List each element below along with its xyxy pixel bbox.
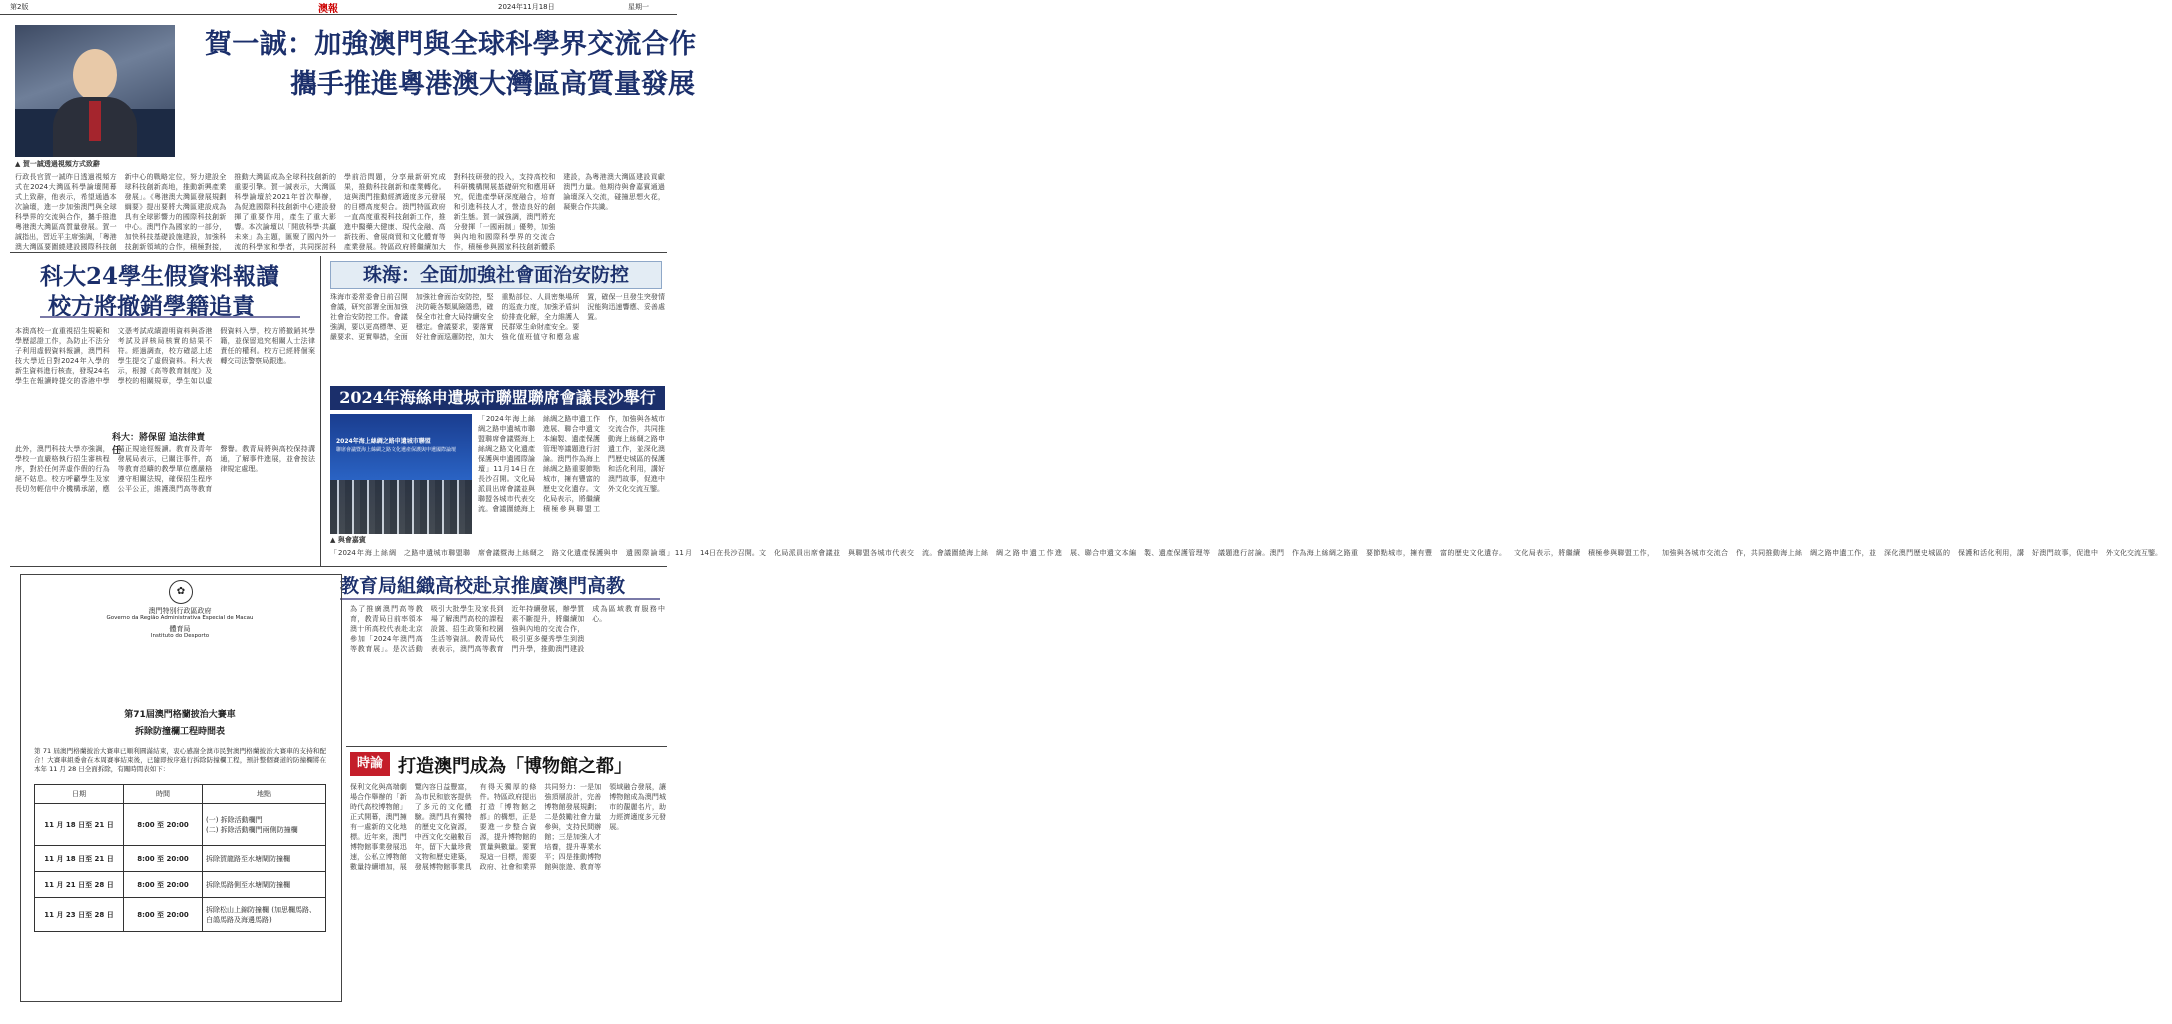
lead-headline: 賀一誠：加強澳門與全球科學界交流合作 [205, 29, 697, 60]
issue-date: 2024年11月18日 [498, 3, 555, 11]
row-place: (一) 拆除活動欄門 (二) 拆除活動欄門兩側防撞欄 [203, 804, 326, 846]
row-time: 8:00 至 20:00 [124, 898, 203, 932]
column-body: 保利文化與高端劇場合作舉辦的「新時代高校博物館」正式開幕，澳門擁有一處新的文化地標。近年來，澳門博物館事業發展迅速，公私立博物館數量持續增加，展覽內容日益豐富，為市民和旅客提供了多元的文化體驗。澳門具有獨特的歷史文化資源，中西文化交融數百年，留下大量珍貴文物和歷史建築，發展博物館事業具有得天獨厚的條件。特區政府提出打造「博物館之都」的構想，正是要進一步整合資源，提升博物館的質量與數量。要實現這一目標，需要政府、社會和業界共同努力：一是加強頂層設計，完善博物館發展規劃；二是鼓勵社會力量參與，支持民間辦館；三是加強人才培養，提升專業水平；四是推動博物館與旅遊、教育等領域融合發展，讓博物館成為澳門城市的靚麗名片，助力經濟適度多元發展。 [350, 783, 666, 871]
table-row [35, 846, 326, 872]
lead-subheadline: 攜手推進粵港澳大灣區高質量發展 [290, 69, 695, 100]
student-headline-2: 校方將撤銷學籍追責 [48, 293, 255, 320]
row-time: 8:00 至 20:00 [124, 872, 203, 898]
haisi-body-right: 「2024年海上絲綢之路申遺城市聯盟聯席會議暨海上絲綢之路文化遺產保護與申遺國際論壇」11月14日在長沙召開。文化局派員出席會議並與聯盟各城市代表交流。會議圍繞海上絲綢之路申遺工作進展、聯合申遺文本編製、遺產保護管理等議題進行討論。澳門作為海上絲綢之路重要節點城市，擁有豐富的歷史文化遺存。文化局表示，將繼續積極參與聯盟工作，加強與各城市交流合作，共同推動海上絲綢之路申遺工作，並深化澳門歷史城區的保護和活化利用，講好澳門故事，促進中外文化交流互鑒。 [478, 415, 665, 513]
schedule-table [34, 784, 326, 932]
table-header-row [35, 785, 326, 804]
table-row [35, 872, 326, 898]
row-time: 8:00 至 20:00 [124, 846, 203, 872]
haisi-banner-2: 聯席會議暨海上絲綢之路文化遺產保護與申遺國際論壇 [336, 447, 457, 453]
notice-intro: 第 71 屆澳門格蘭披治大賽車已順利圓滿結束，衷心感謝全澳市民對澳門格蘭披治大賽車的支持和配合！大賽車組委會在本周賽事結束後，已隨即按序進行拆除防撞欄工程，預計整個賽道的防撞欄將在本年 11 月 28 日全面拆除，有關時間表如下： [34, 747, 326, 773]
edu-body: 為了推廣澳門高等教育，教青局日前率領本澳十所高校代表赴北京參加「2024年澳門高等教育展」。是次活動吸引大批學生及家長到場了解澳門高校的課程設置、招生政策和校園生活等資訊。教青局代表表示，澳門高等教育近年持續發展，辦學質素不斷提升，將繼續加強與內地的交流合作，吸引更多優秀學生到澳門升學，推動澳門建設成為區域教育服務中心。 [350, 605, 665, 653]
divider [10, 566, 667, 567]
column-headline: 打造澳門成為「博物館之都」 [398, 756, 632, 777]
haisi-body-left: 「2024年海上絲綢之路申遺城市聯盟聯席會議暨海上絲綢之路文化遺產保護與申遺國際論壇」11月14日在長沙召開。文化局派員出席會議並與聯盟各城市代表交流。會議圍繞海上絲綢之路申遺工作進展、聯合申遺文本編製、遺產保護管理等議題進行討論。澳門作為海上絲綢之路重要節點城市，擁有豐富的歷史文化遺存。文化局表示，將繼續積極參與聯盟工作，加強與各城市交流合作，共同推動海上絲綢之路申遺工作，並深化澳門歷史城區的保護和活化利用，講好澳門故事，促進中外文化交流互鑒。 [330, 549, 2162, 557]
edu-headline: 教育局組織高校赴京推廣澳門高教 [340, 575, 626, 597]
row-date: 11 月 18 日至 21 日 [35, 804, 124, 846]
column-tag: 時論 [350, 752, 390, 776]
page-number: 第2版 [10, 3, 29, 11]
row-date: 11 月 23 日至 28 日 [35, 898, 124, 932]
gov-title-cn: 澳門特別行政區政府 [148, 607, 212, 615]
macau-emblem-icon: ✿ [169, 580, 193, 604]
table-row [35, 898, 326, 932]
bureau-pt: Instituto do Desporto [150, 633, 210, 639]
divider [346, 746, 667, 747]
table-row [35, 804, 326, 846]
haisi-banner-1: 2024年海上絲綢之路申遺城市聯盟 [336, 438, 431, 445]
row-place: 拆除賀龍路至水塘閘防撞欄 [203, 846, 326, 872]
header-date: 日期 [35, 785, 124, 804]
row-place: 拆除松山上錦防撞欄 (加思欄馬路、白鴿馬路及海邊馬路) [203, 898, 326, 932]
haisi-photo [330, 414, 472, 534]
row-date: 11 月 18 日至 21 日 [35, 846, 124, 872]
notice-title: 第71屆澳門格蘭披治大賽車 [124, 710, 236, 720]
student-subhead: 科大：將保留 追法律責任 [112, 433, 206, 456]
student-headline-1: 科大24學生假資料報讀 [40, 263, 280, 290]
divider [10, 252, 667, 253]
row-time: 8:00 至 20:00 [124, 804, 203, 846]
lead-body: 行政長官賀一誠昨日透過視頻方式在2024大灣區科學論壇開幕式上致辭，他表示，希望通過本次論壇，進一步加強澳門與全球科學界的交流與合作，攜手推進粵港澳大灣區高質量發展。賀一誠指出，習近平主席強調，「粵港澳大灣區要圍繞建設國際科技創新中心的戰略定位，努力建設全球科技創新高地，推動新興產業發展」。《粵港澳大灣區發展規劃綱要》提出要將大灣區建設成為具有全球影響力的國際科技創新中心。澳門作為國家的一部分，加快科技基礎設施建設，加強科技創新領域的合作，積極對接，推動大灣區成為全球科技創新的重要引擎。賀一誠表示，大灣區科學論壇於2021年首次舉辦，為促進國際科技創新中心建設發揮了重要作用，產生了重大影響。本次論壇以「開放科學·共贏未來」為主題，匯聚了國內外一流的科學家和學者，共同探討科學前沿問題，分享最新研究成果，推動科技創新和產業轉化。這與澳門推動經濟適度多元發展的目標高度契合。澳門特區政府一直高度重視科技創新工作，推進中醫藥大健康、現代金融、高新技術、會展商貿和文化體育等產業發展。特區政府將繼續加大對科技研發的投入，支持高校和科研機構開展基礎研究和應用研究，促進產學研深度融合，培育和引進科技人才，營造良好的創新生態。賀一誠強調，澳門將充分發揮「一國兩制」優勢，加強與內地和國際科學界的交流合作，積極參與國家科技創新體系建設，為粵港澳大灣區建設貢獻澳門力量。他期待與會嘉賓通過論壇深入交流，碰撞思想火花，凝聚合作共識。 [15, 173, 665, 251]
page-header [0, 0, 677, 15]
zhuhai-headline: 珠海：全面加強社會面治安防控 [330, 261, 662, 289]
lead-photo-caption: ▲ 賀一誠透過視頻方式致辭 [15, 160, 100, 168]
header-place: 地點 [203, 785, 326, 804]
gov-title-pt: Governo da Região Administrativa Especial de Macau [106, 615, 254, 621]
headline-underline [340, 598, 660, 600]
student-body-2: 此外，澳門科技大學亦強調，學校一直嚴格執行招生審核程序，對於任何弄虛作假的行為絕不姑息。校方呼籲學生及家長切勿輕信中介機構承諾，應循正規途徑報讀。教育及青年發展局表示，已關注事件，高等教育范疇的教學單位應嚴格遵守相關法規，確保招生程序公平公正，維護澳門高等教育聲譽。教青局將與高校保持溝通，了解事件進展，並會按法律規定處理。 [15, 445, 315, 493]
student-body-1: 本澳高校一直重視招生規範和學歷認證工作，為防止不法分子利用虛假資料報讀，澳門科技大學近日對2024年入學的新生資料進行核查，發現24名學生在報讀時提交的香港中學文憑考試成績證明資料與香港考試及評核局核實的結果不符。經過調查，校方確認上述學生提交了虛假資料。科大表示，根據《高等教育制度》及學校的相關規章，學生如以虛假資料入學，校方將撤銷其學籍，並保留追究相關人士法律責任的權利。校方已經將個案轉交司法警察局跟進。 [15, 327, 315, 385]
row-place: 拆除馬路側至水塘閘防撞欄 [203, 872, 326, 898]
lead-photo [15, 25, 175, 157]
headline-underline [40, 316, 300, 318]
notice-subtitle: 拆除防撞欄工程時間表 [134, 727, 225, 737]
paper-logo: 澳報 [318, 4, 338, 15]
zhuhai-body: 珠海市委常委會日前召開會議，研究部署全面加強社會治安防控工作。會議強調，要以更高標準、更嚴要求、更實舉措，全面加強社會面治安防控，堅決防範各類風險隱患，確保全市社會大局持續安全穩定。會議要求，要落實好社會面巡邏防控，加大重點部位、人員密集場所的巡查力度，加強矛盾糾紛排查化解，全力維護人民群眾生命財產安全。要強化值班值守和應急處置，確保一旦發生突發情況能夠迅速響應、妥善處置。 [330, 293, 665, 341]
row-date: 11 月 21 日至 28 日 [35, 872, 124, 898]
haisi-photo-caption: ▲ 與會嘉賓 [330, 536, 366, 544]
haisi-headline: 2024年海絲申遺城市聯盟聯席會議長沙舉行 [330, 386, 665, 410]
header-time: 時間 [124, 785, 203, 804]
divider [320, 256, 321, 566]
bureau-cn: 體育局 [169, 625, 191, 633]
issue-weekday: 星期一 [628, 3, 649, 11]
